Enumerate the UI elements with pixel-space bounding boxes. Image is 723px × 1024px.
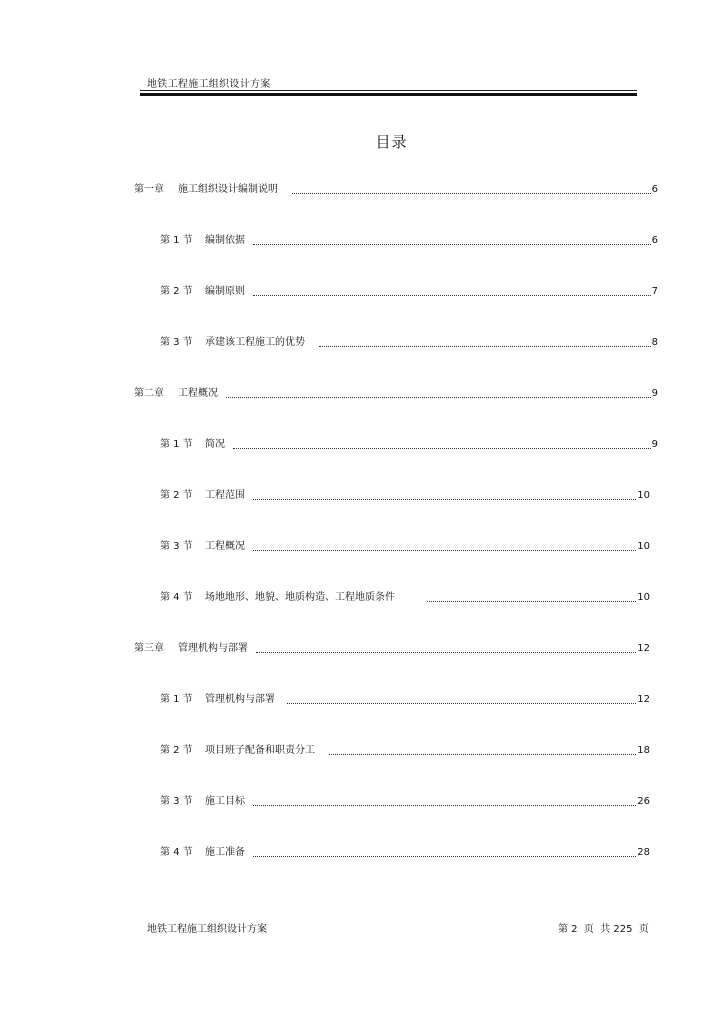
toc-entry-label: 第 1 节	[160, 235, 193, 246]
toc-entry-text: 施工准备	[205, 847, 245, 858]
toc-entry-label: 第三章	[134, 643, 164, 654]
toc-entry-chapter-1[interactable]	[134, 182, 658, 196]
toc-entry-page: 9	[651, 388, 658, 399]
toc-entry-chapter-3[interactable]	[134, 641, 650, 655]
toc-entry-label: 第 1 节	[160, 439, 193, 450]
toc-entry-chapter-2[interactable]	[134, 386, 658, 400]
toc-entry-page: 8	[651, 337, 658, 348]
toc-leader-dots	[292, 193, 651, 194]
toc-entry-page: 10	[637, 490, 650, 501]
header-rule-thin	[140, 90, 637, 91]
toc-entry-page: 12	[637, 694, 650, 705]
toc-entry-label: 第 1 节	[160, 694, 193, 705]
toc-entry-section-3-1[interactable]	[160, 692, 650, 706]
toc-leader-dots	[253, 550, 636, 551]
toc-entry-section-3-4[interactable]	[160, 845, 650, 859]
toc-entry-text: 编制依据	[205, 235, 245, 246]
toc-entry-section-2-3[interactable]	[160, 539, 650, 553]
toc-entry-page: 6	[651, 235, 658, 246]
toc-entry-label: 第 2 节	[160, 745, 193, 756]
toc-leader-dots	[253, 805, 636, 806]
footer-page-info: 第 2 页 共 225 页	[558, 924, 649, 935]
toc-entry-label: 第 4 节	[160, 592, 193, 603]
toc-entry-text: 管理机构与部署	[178, 643, 248, 654]
toc-entry-page: 6	[651, 184, 658, 195]
toc-leader-dots	[427, 601, 636, 602]
header-rule-thick	[140, 93, 637, 96]
toc-leader-dots	[256, 652, 636, 653]
toc-entry-section-1-1[interactable]	[160, 233, 658, 247]
toc-entry-label: 第 4 节	[160, 847, 193, 858]
toc-entry-label: 第 3 节	[160, 541, 193, 552]
footer-title: 地铁工程施工组织设计方案	[147, 924, 267, 935]
toc-entry-section-2-1[interactable]	[160, 437, 658, 451]
toc-entry-section-3-2[interactable]	[160, 743, 650, 757]
toc-entry-page: 10	[637, 592, 650, 603]
toc-leader-dots	[253, 295, 651, 296]
header-title: 地铁工程施工组织设计方案	[147, 79, 271, 90]
toc-entry-section-3-3[interactable]	[160, 794, 650, 808]
toc-leader-dots	[319, 346, 651, 347]
toc-entry-section-2-4[interactable]	[160, 590, 650, 604]
toc-entry-label: 第 2 节	[160, 286, 193, 297]
toc-leader-dots	[253, 244, 651, 245]
toc-entry-label: 第二章	[134, 388, 164, 399]
toc-entry-text: 工程范围	[205, 490, 245, 501]
toc-entry-text: 编制原则	[205, 286, 245, 297]
toc-entry-page: 10	[637, 541, 650, 552]
toc-entry-label: 第 3 节	[160, 796, 193, 807]
toc-entry-section-1-3[interactable]	[160, 335, 658, 349]
toc-title: 目录	[375, 133, 408, 151]
toc-entry-text: 施工组织设计编制说明	[178, 184, 278, 195]
toc-leader-dots	[287, 703, 636, 704]
toc-entry-page: 12	[637, 643, 650, 654]
toc-leader-dots	[226, 397, 651, 398]
toc-leader-dots	[329, 754, 636, 755]
toc-entry-page: 28	[637, 847, 650, 858]
toc-entry-text: 工程概况	[205, 541, 245, 552]
toc-entry-text: 场地地形、地貌、地质构造、工程地质条件	[205, 592, 395, 603]
toc-entry-page: 18	[637, 745, 650, 756]
toc-entry-section-2-2[interactable]	[160, 488, 650, 502]
toc-entry-text: 施工目标	[205, 796, 245, 807]
toc-leader-dots	[233, 448, 651, 449]
toc-leader-dots	[253, 856, 636, 857]
toc-entry-text: 承建该工程施工的优势	[205, 337, 305, 348]
toc-leader-dots	[253, 499, 636, 500]
toc-entry-page: 9	[651, 439, 658, 450]
toc-entry-label: 第一章	[134, 184, 164, 195]
toc-entry-text: 工程概况	[178, 388, 218, 399]
toc-entry-text: 管理机构与部署	[205, 694, 275, 705]
toc-entry-label: 第 2 节	[160, 490, 193, 501]
toc-entry-text: 简况	[205, 439, 225, 450]
toc-entry-section-1-2[interactable]	[160, 284, 658, 298]
toc-entry-label: 第 3 节	[160, 337, 193, 348]
toc-entry-text: 项目班子配备和职责分工	[205, 745, 315, 756]
toc-entry-page: 26	[637, 796, 650, 807]
toc-entry-page: 7	[651, 286, 658, 297]
